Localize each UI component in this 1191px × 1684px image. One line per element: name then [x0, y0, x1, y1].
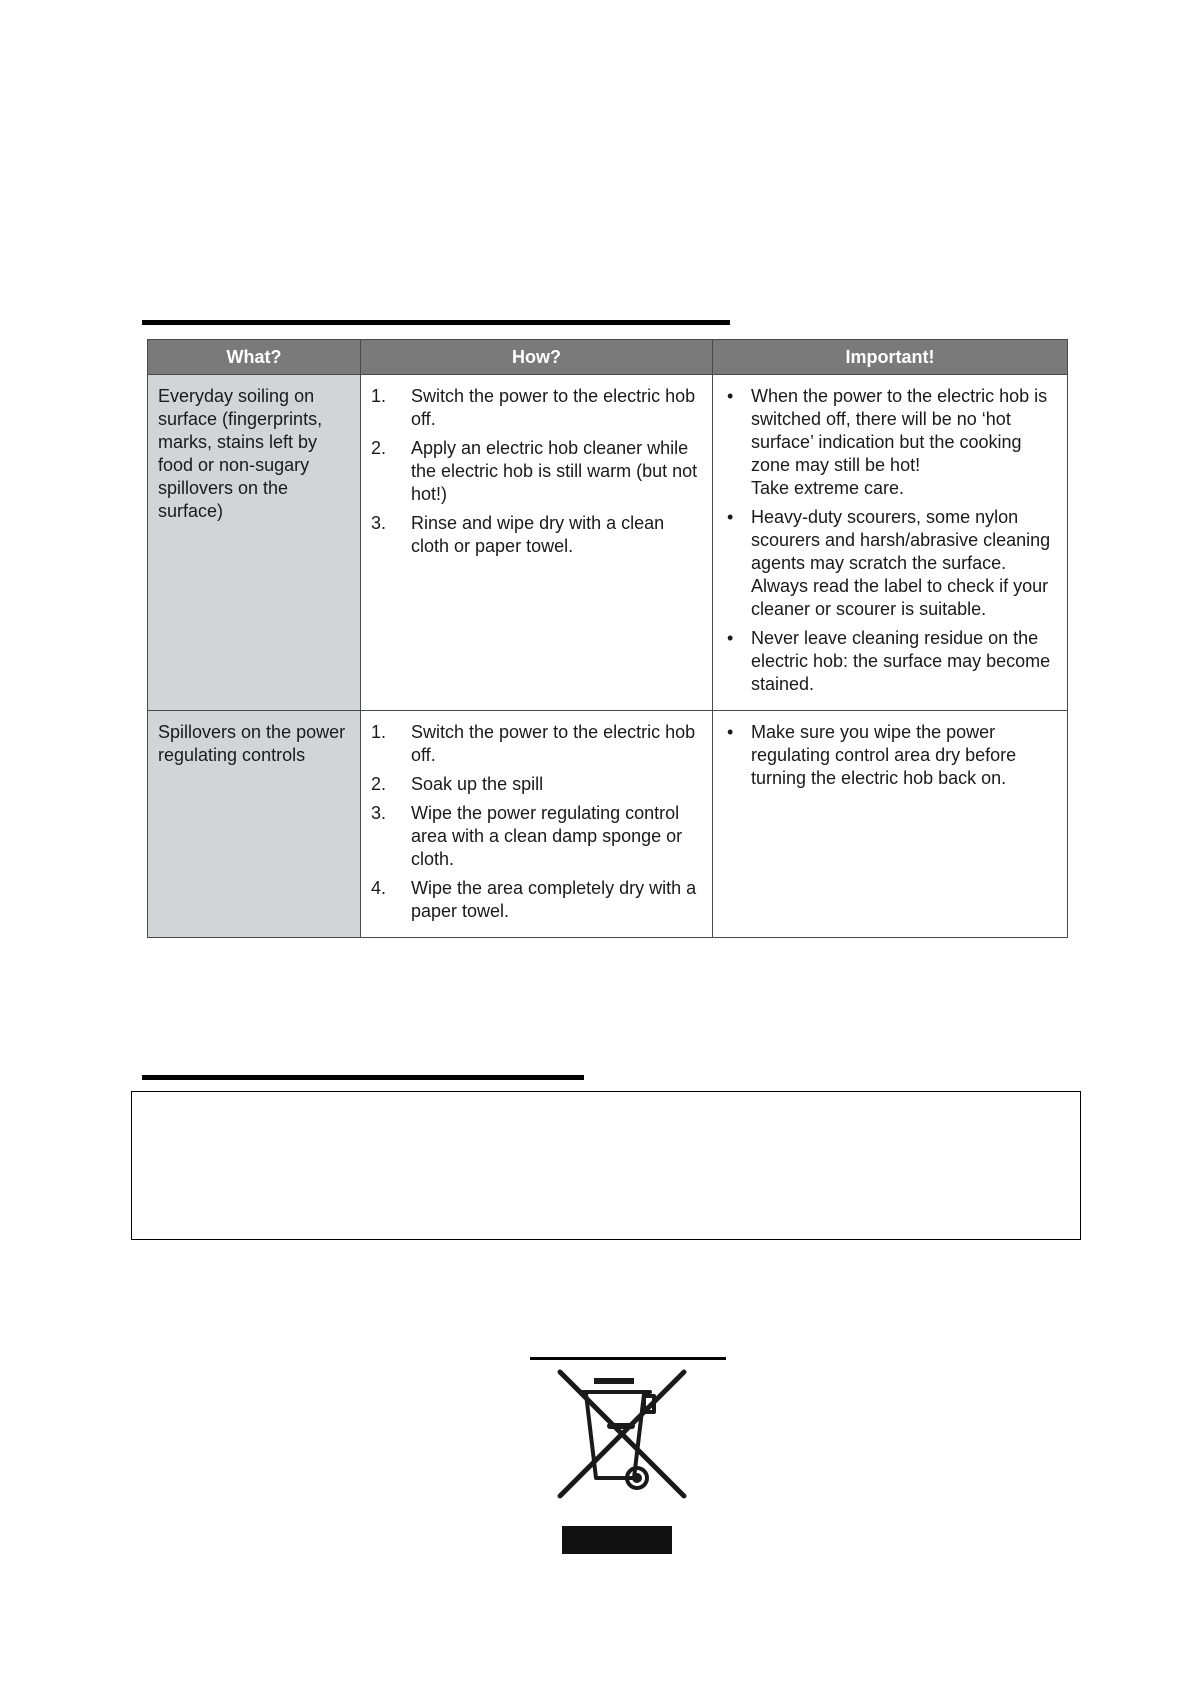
step-item — [371, 512, 704, 558]
step-text: Wipe the area completely dry with a paper towel. — [411, 878, 697, 921]
how-cell — [361, 375, 713, 711]
note-text: Make sure you wipe the power regulating control area dry before turning the electric hob back on. — [751, 722, 1017, 788]
weee-black-bar — [562, 1526, 672, 1554]
bullet-icon: • — [727, 386, 734, 406]
note-text: Heavy-duty scourers, some nylon scourers and harsh/abrasive cleaning agents may scratch the surface. Always read the label to check if your cleaner or scourer is suitable. — [751, 507, 1051, 619]
step-item — [371, 721, 704, 767]
crossed-out-wheelie-bin-icon — [552, 1364, 692, 1504]
step-item — [371, 802, 704, 871]
step-item — [371, 385, 704, 431]
what-cell: Spillovers on the power regulating controls — [148, 711, 361, 938]
step-item — [371, 877, 704, 923]
bullet-icon: • — [727, 507, 734, 527]
step-text: Apply an electric hob cleaner while the electric hob is still warm (but not hot!) — [411, 438, 698, 504]
step-text: Wipe the power regulating control area with a clean damp sponge or cloth. — [411, 803, 683, 869]
note-text: Never leave cleaning residue on the electric hob: the surface may become stained. — [751, 628, 1051, 694]
note-extra-text: Take extreme care. — [751, 478, 905, 498]
header-what: What? — [148, 340, 361, 375]
bullet-icon: • — [727, 722, 734, 742]
header-important: Important! — [713, 340, 1068, 375]
note-item — [723, 506, 1059, 621]
step-text: Switch the power to the electric hob off. — [411, 722, 696, 765]
step-text: Rinse and wipe dry with a clean cloth or paper towel. — [411, 513, 665, 556]
step-number: 3. — [371, 803, 387, 823]
note-item — [723, 721, 1059, 790]
step-number: 3. — [371, 513, 387, 533]
what-cell: Everyday soiling on surface (fingerprints, marks, stains left by food or non-sugary spillovers on the surface) — [148, 375, 361, 711]
bullet-icon: • — [727, 628, 734, 648]
step-item — [371, 437, 704, 506]
important-cell — [713, 711, 1068, 938]
step-text: Switch the power to the electric hob off. — [411, 386, 696, 429]
step-number: 1. — [371, 722, 387, 742]
table-header-row — [148, 340, 1068, 375]
step-number: 2. — [371, 438, 387, 458]
header-how: How? — [361, 340, 713, 375]
step-item — [371, 773, 704, 796]
note-item — [723, 385, 1059, 500]
section-rule-top — [142, 320, 730, 325]
empty-frame-box — [131, 1091, 1081, 1240]
note-item — [723, 627, 1059, 696]
how-cell — [361, 711, 713, 938]
step-number: 2. — [371, 774, 387, 794]
step-number: 4. — [371, 878, 387, 898]
step-text: Soak up the spill — [411, 774, 544, 794]
weee-top-line — [530, 1357, 726, 1360]
section-rule-bottom — [142, 1075, 584, 1080]
table-row — [148, 375, 1068, 711]
step-number: 1. — [371, 386, 387, 406]
cleaning-table — [147, 339, 1068, 938]
note-text: When the power to the electric hob is switched off, there will be no ‘hot surface’ indication but the cooking zone may still be hot! — [751, 386, 1048, 475]
important-cell — [713, 375, 1068, 711]
table-row — [148, 711, 1068, 938]
